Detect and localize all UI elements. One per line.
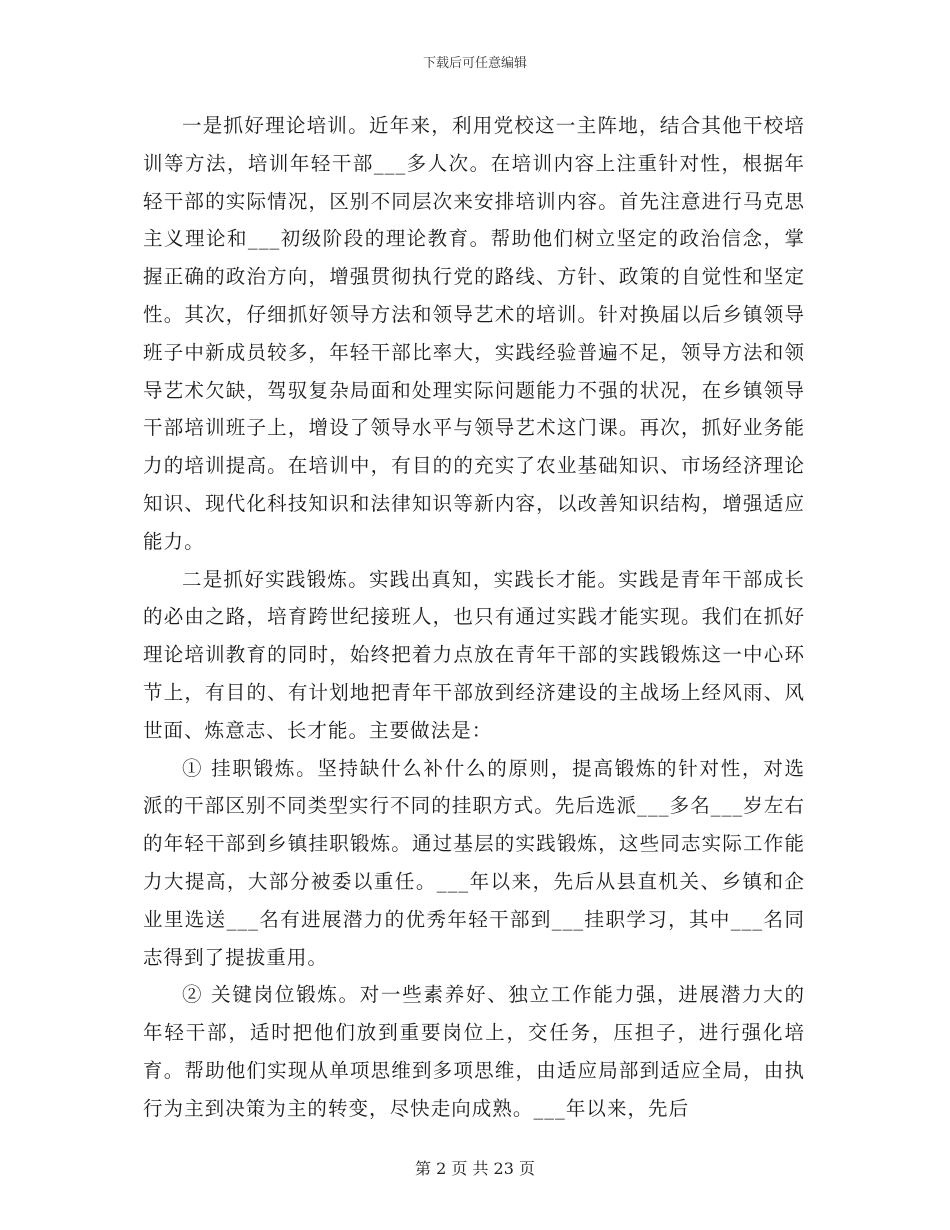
paragraph-theory-training: 一是抓好理论培训。近年来，利用党校这一主阵地，结合其他干校培训等方法，培训年轻干部___多人次。在培训内容上注重针对性，根据年轻干部的实际情况，区别不同层次来安排培训内容。首先注意进行马克思主义理论和___初级阶段的理论教育。帮助他们树立坚定的政治信念，掌握正确的政治方向，增强贯彻执行党的路线、方针、政策的自觉性和坚定性。其次，仔细抓好领导方法和领导艺术的培训。针对换届以后乡镇领导班子中新成员较多，年轻干部比率大，实践经验普遍不足，领导方法和领导艺术欠缺，驾驭复杂局面和处理实际问题能力不强的状况，在乡镇领导干部培训班子上，增设了领导水平与领导艺术这门课。再次，抓好业务能力的培训提高。在培训中，有目的的充实了农业基础知识、市场经济理论知识、现代化科技知识和法律知识等新内容，以改善知识结构，增强适应能力。	[143, 114, 805, 553]
page-header-note: 下载后可任意编辑	[422, 56, 527, 71]
document-body	[143, 107, 805, 1128]
paragraph-temporary-post: ① 挂职锻炼。坚持缺什么补什么的原则，提高锻炼的针对性，对选派的干部区别不同类型实行不同的挂职方式。先后选派___多名___岁左右的年轻干部到乡镇挂职锻炼。通过基层的实践锻炼，这些同志实际工作能力大提高，大部分被委以重任。___年以来，先后从县直机关、乡镇和企业里选送___名有进展潜力的优秀年轻干部到___挂职学习，其中___名同志得到了提拔重用。	[143, 756, 805, 969]
paragraph-practice-training: 二是抓好实践锻炼。实践出真知，实践长才能。实践是青年干部成长的必由之路，培育跨世纪接班人，也只有通过实践才能实现。我们在抓好理论培训教育的同时，始终把着力点放在青年干部的实践锻炼这一中心环节上，有目的、有计划地把青年干部放到经济建设的主战场上经风雨、风世面、炼意志、长才能。主要做法是：	[143, 567, 805, 742]
paragraph-key-post: ② 关键岗位锻炼。对一些素养好、独立工作能力强，进展潜力大的年轻干部，适时把他们放到重要岗位上，交任务，压担子，进行强化培育。帮助他们实现从单项思维到多项思维，由适应局部到适应全局，由执行为主到决策为主的转变，尽快走向成熟。___年以来，先后	[143, 983, 805, 1120]
page-number-footer: 第 2 页 共 23 页	[415, 1159, 535, 1178]
